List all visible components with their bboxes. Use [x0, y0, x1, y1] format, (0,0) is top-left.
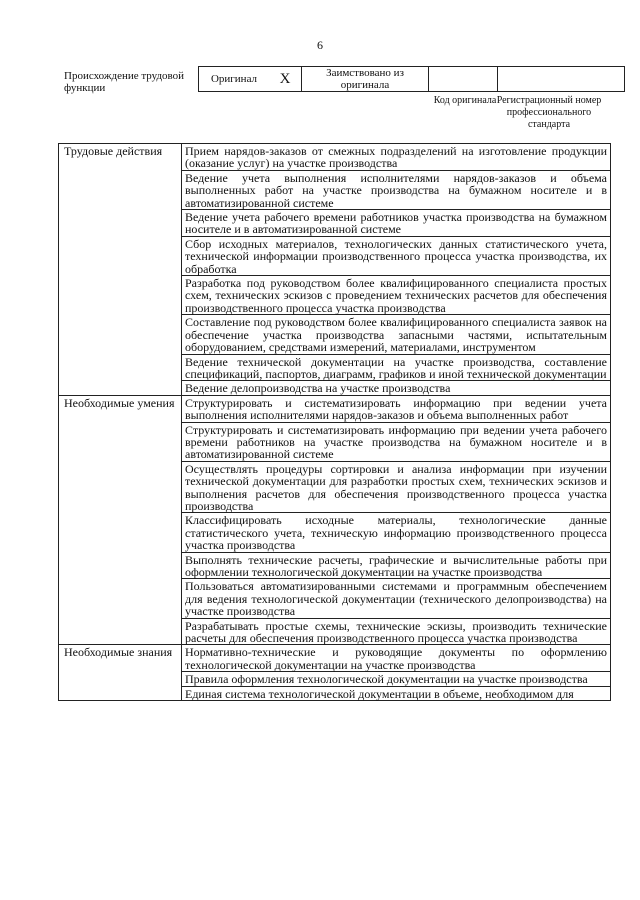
section-label: Необходимые умения — [59, 395, 182, 645]
section-item: Правила оформления технологической документации на участке производства — [182, 672, 611, 686]
section-item: Ведение технической документации на участке производства, составление спецификаций, паспортов, диаграмм, графиков и иной технической документации — [182, 354, 611, 381]
table-row — [59, 144, 611, 171]
borrowed-cell: Заимствовано из оригинала — [302, 67, 429, 92]
section-item: Ведение учета выполнения исполнителями нарядов-заказов и объема выполненных работ на участке производства на бумажном носителе и в автоматизированной системе — [182, 170, 611, 209]
code-label: Код оригинала — [433, 95, 497, 106]
section-item: Выполнять технические расчеты, графические и вычислительные работы при оформлении технологической документации на участке производства — [182, 552, 611, 579]
section-label: Необходимые знания — [59, 645, 182, 701]
section-item: Нормативно-технические и руководящие документы по оформлению технологической документации на участке производства — [182, 645, 611, 672]
section-item: Составление под руководством более квалифицированного специалиста заявок на обеспечение участка производства запасными частями, испытательным оборудованием, средствами измерений, материалами, инструментом — [182, 315, 611, 354]
section-item: Разрабатывать простые схемы, технические эскизы, производить технические расчеты для обеспечения производственного процесса участка производства — [182, 618, 611, 645]
section-item: Разработка под руководством более квалифицированного специалиста простых схем, технических эскизов с проведением технических расчетов для обеспечения производственного процесса участка производства — [182, 276, 611, 315]
origin-table — [198, 66, 625, 92]
section-item: Структурировать и систематизировать информацию при ведении учета выполнения исполнителями нарядов-заказов и объема выполненных работ — [182, 395, 611, 422]
section-item: Единая система технологической документации в объеме, необходимом для — [182, 686, 611, 700]
table-row — [59, 645, 611, 672]
original-mark: X — [269, 67, 302, 92]
section-item: Классифицировать исходные материалы, технологические данные статистического учета, техническую информацию производственного процесса участка производства — [182, 513, 611, 552]
section-label: Трудовые действия — [59, 144, 182, 396]
code-cell — [429, 67, 498, 92]
section-item: Прием нарядов-заказов от смежных подразделений на изготовление продукции (оказание услуг) на участке производства — [182, 144, 611, 171]
reg-number-cell — [498, 67, 625, 92]
section-item: Ведение делопроизводства на участке производства — [182, 381, 611, 395]
function-table — [58, 143, 611, 701]
section-item: Пользоваться автоматизированными системами и программным обеспечением для ведения технологической документации (технического делопроизводства) на участке производства — [182, 579, 611, 618]
page-number: 6 — [317, 38, 323, 52]
table-row — [59, 395, 611, 422]
origin-label: Происхождение трудовой функции — [64, 70, 185, 94]
section-item: Сбор исходных материалов, технологических данных статистического учета, технической информации производственного процесса участка производства, их обработка — [182, 236, 611, 275]
section-item: Ведение учета рабочего времени работников участка производства на бумажном носителе и в автоматизированной системе — [182, 210, 611, 237]
original-cell: Оригинал — [199, 67, 270, 92]
section-item: Структурировать и систематизировать информацию при ведении учета рабочего времени работников на участке производства на бумажном носителе и в автоматизированной системе — [182, 422, 611, 461]
section-item: Осуществлять процедуры сортировки и анализа информации при изучении технической документации для разработки простых схем, технических эскизов и выполнения расчетов для обеспечения производственного процесса участка производства — [182, 461, 611, 513]
reg-number-label: Регистрационный номер профессионального стандарта — [496, 95, 602, 130]
